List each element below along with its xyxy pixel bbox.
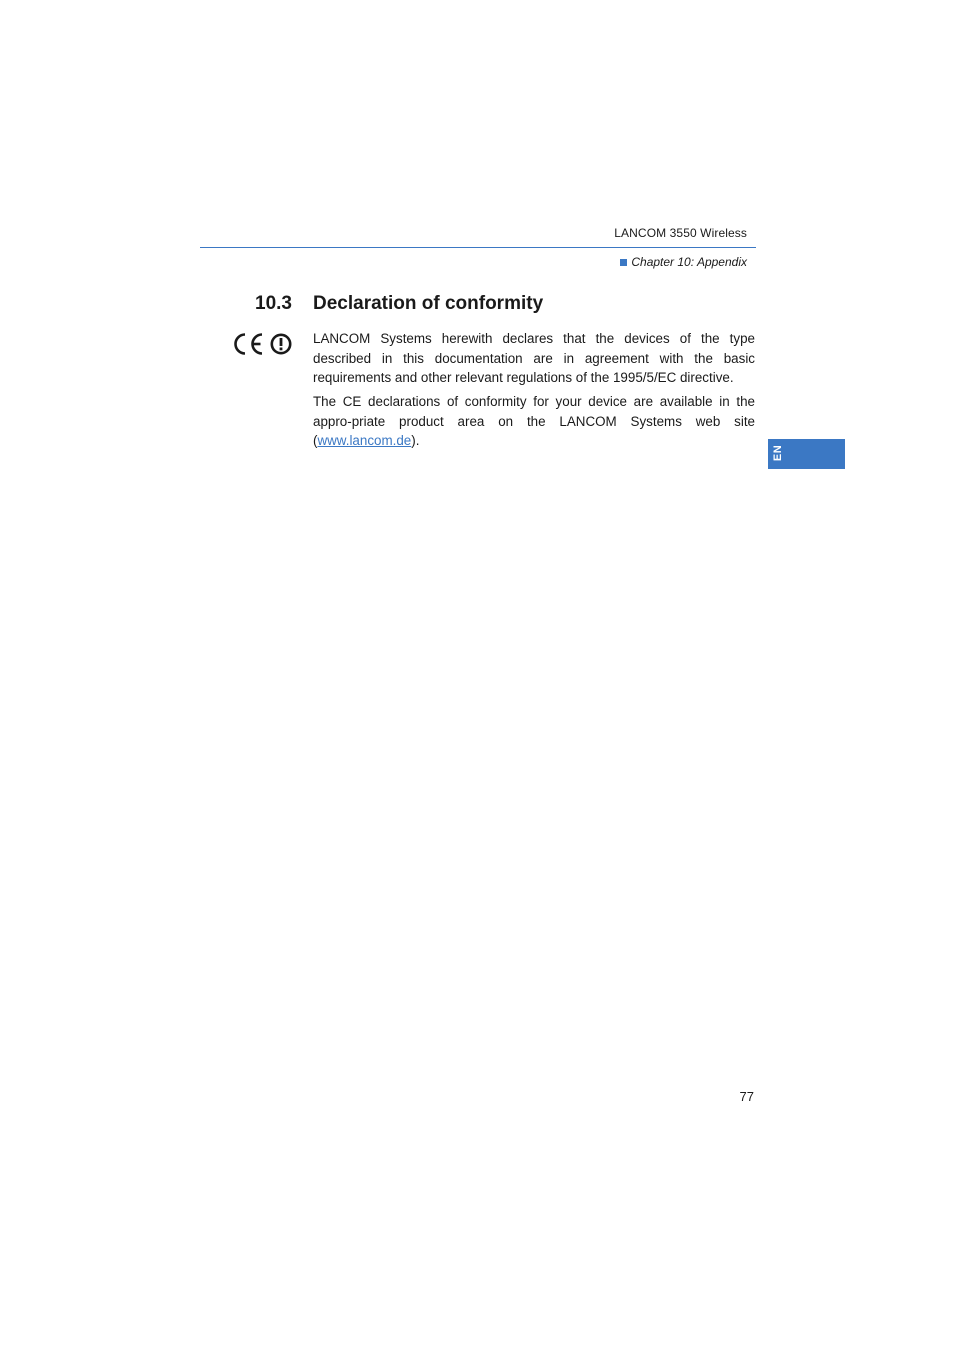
ce-alert-icon: [231, 331, 295, 357]
declarations-paragraph: [313, 392, 755, 451]
lancom-website-link[interactable]: www.lancom.de: [317, 433, 412, 448]
header-divider: [200, 247, 756, 248]
chapter-label: Chapter 10: Appendix: [631, 255, 747, 269]
page-number: 77: [739, 1089, 754, 1104]
language-tab-label: EN: [772, 444, 784, 462]
running-header-title: LANCOM 3550 Wireless: [614, 226, 747, 240]
declarations-text-start: The CE declarations of conformity for your device are available in the appro-priate product area on the LANCOM Systems web site (: [313, 394, 755, 448]
chapter-marker-square: [620, 259, 627, 266]
language-tab: [768, 439, 845, 469]
running-header-chapter: [620, 255, 747, 269]
declarations-text-end: ).: [411, 433, 420, 448]
section-title: Declaration of conformity: [313, 293, 544, 314]
section-number: 10.3: [255, 293, 292, 314]
conformity-paragraph: LANCOM Systems herewith declares that the devices of the type described in this documentation are in agreement with the basic requirements and other relevant regulations of the 1995/5/EC directive.: [313, 331, 755, 385]
